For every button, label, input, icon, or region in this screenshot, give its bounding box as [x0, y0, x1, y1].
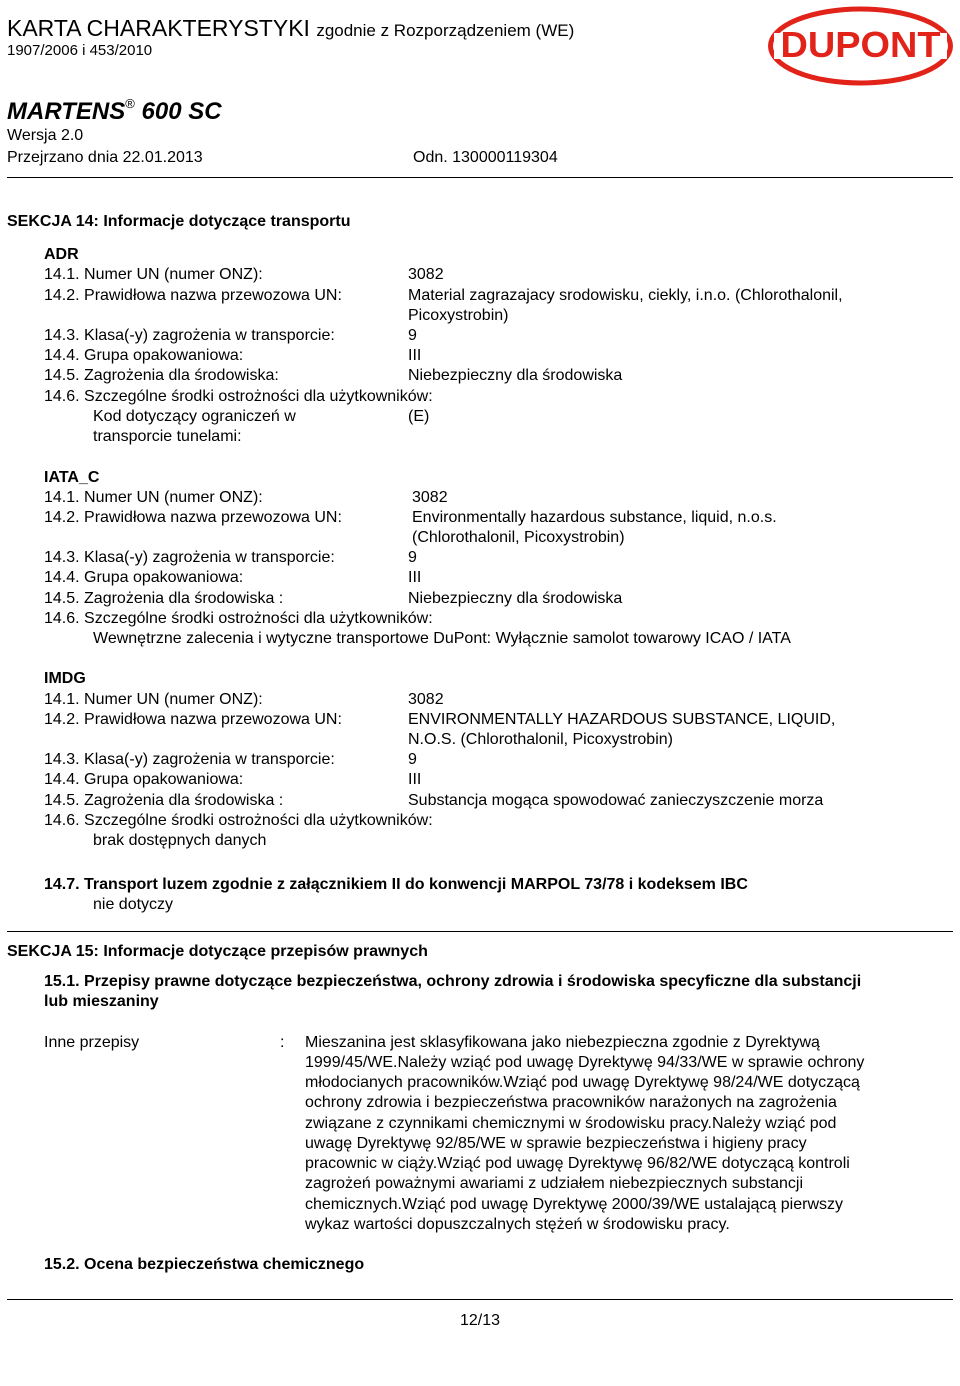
- adr-un-number-label: 14.1. Numer UN (numer ONZ):: [44, 266, 263, 283]
- document-title-sub: zgodnie z Rozporządzeniem (WE): [316, 21, 575, 40]
- adr-packing-group-label: 14.4. Grupa opakowaniowa:: [44, 347, 244, 364]
- section-15-1-heading-line-2: lub mieszaniny: [44, 993, 159, 1010]
- imdg-hazard-class-label: 14.3. Klasa(-y) zagrożenia w transporcie:: [44, 751, 335, 768]
- imdg-packing-group-label: 14.4. Grupa opakowaniowa:: [44, 771, 244, 788]
- other-regulations-line: związane z czynnikami chemicznymi w środowisku pracy.Należy wziąć pod: [305, 1115, 837, 1132]
- footer-divider: [7, 1299, 953, 1300]
- iata-shipping-name-line-1: Environmentally hazardous substance, liquid, n.o.s.: [412, 509, 777, 526]
- imdg-shipping-name-label: 14.2. Prawidłowa nazwa przewozowa UN:: [44, 711, 342, 728]
- product-name: [7, 89, 222, 127]
- registered-mark: ®: [125, 96, 135, 111]
- bulk-transport-heading: 14.7. Transport luzem zgodnie z załącznikiem II do konwencji MARPOL 73/78 i kodeksem IBC: [44, 876, 748, 893]
- other-regulations-line: młodocianych pracowników.Wziąć pod uwagę Dyrektywę 98/24/WE dotyczącą: [305, 1074, 860, 1091]
- iata-shipping-name-line-2: (Chlorothalonil, Picoxystrobin): [412, 529, 625, 546]
- section-divider: [7, 931, 953, 932]
- other-regulations-line: wykaz wartości dopuszczalnych stężeń w środowisku pracy.: [305, 1216, 730, 1233]
- other-regulations-label: Inne przepisy: [44, 1034, 140, 1051]
- section-15-1-heading-line-1: 15.1. Przepisy prawne dotyczące bezpieczeństwa, ochrony zdrowia i środowiska specyficzne dla substancji: [44, 973, 862, 990]
- adr-environmental-hazard: Niebezpieczny dla środowiska: [408, 367, 623, 384]
- iata-un-number: 3082: [412, 489, 448, 506]
- product-name-suffix: 600 SC: [141, 98, 222, 125]
- header-divider: [7, 177, 953, 178]
- bulk-transport-value: nie dotyczy: [93, 896, 174, 913]
- section-14-title: SEKCJA 14: Informacje dotyczące transportu: [7, 213, 351, 230]
- other-regulations-colon: :: [280, 1034, 285, 1051]
- imdg-packing-group: III: [408, 771, 422, 788]
- iata-environmental-hazard-label: 14.5. Zagrożenia dla środowiska :: [44, 590, 284, 607]
- adr-packing-group: III: [408, 347, 422, 364]
- document-reference-number: Odn. 130000119304: [413, 149, 558, 166]
- document-title: [7, 14, 574, 45]
- logo-text: DUPONT: [780, 24, 941, 65]
- adr-hazard-class: 9: [408, 327, 417, 344]
- document-title-main: KARTA CHARAKTERYSTYKI: [7, 15, 310, 41]
- imdg-heading: IMDG: [44, 670, 86, 687]
- iata-heading: IATA_C: [44, 469, 100, 486]
- section-15-2-heading: 15.2. Ocena bezpieczeństwa chemicznego: [44, 1256, 365, 1273]
- adr-special-precautions-label: 14.6. Szczególne środki ostrożności dla użytkowników:: [44, 388, 433, 405]
- imdg-shipping-name-line-2: N.O.S. (Chlorothalonil, Picoxystrobin): [408, 731, 673, 748]
- iata-environmental-hazard: Niebezpieczny dla środowiska: [408, 590, 623, 607]
- adr-tunnel-code: (E): [408, 408, 430, 425]
- document-version: Wersja 2.0: [7, 127, 84, 144]
- iata-hazard-class: 9: [408, 549, 417, 566]
- adr-heading: ADR: [44, 246, 79, 263]
- other-regulations-line: pracownic w ciąży.Wziąć pod uwagę Dyrektywę 96/82/WE dotyczącą kontroli: [305, 1155, 850, 1172]
- other-regulations-line: chemicznych.Wziąć pod uwagę Dyrektywę 2000/39/WE ustalającą pierwszy: [305, 1196, 844, 1213]
- regulation-reference: 1907/2006 i 453/2010: [7, 42, 153, 59]
- adr-tunnel-code-label-line-1: Kod dotyczący ograniczeń w: [93, 408, 296, 425]
- imdg-hazard-class: 9: [408, 751, 417, 768]
- adr-shipping-name-label: 14.2. Prawidłowa nazwa przewozowa UN:: [44, 287, 342, 304]
- adr-tunnel-code-label-line-2: transporcie tunelami:: [93, 428, 242, 445]
- imdg-special-precautions-label: 14.6. Szczególne środki ostrożności dla użytkowników:: [44, 812, 433, 829]
- imdg-environmental-hazard: Substancja mogąca spowodować zanieczyszczenie morza: [408, 792, 824, 809]
- other-regulations-line: zagrożeń poważnymi awariami z udziałem niebezpiecznych substancji: [305, 1175, 804, 1192]
- revision-date: Przejrzano dnia 22.01.2013: [7, 149, 203, 166]
- imdg-un-number-label: 14.1. Numer UN (numer ONZ):: [44, 691, 263, 708]
- adr-hazard-class-label: 14.3. Klasa(-y) zagrożenia w transporcie:: [44, 327, 335, 344]
- section-15-title: SEKCJA 15: Informacje dotyczące przepisów prawnych: [7, 943, 428, 960]
- iata-hazard-class-label: 14.3. Klasa(-y) zagrożenia w transporcie:: [44, 549, 335, 566]
- adr-un-number: 3082: [408, 266, 444, 283]
- imdg-shipping-name-line-1: ENVIRONMENTALLY HAZARDOUS SUBSTANCE, LIQUID,: [408, 711, 836, 728]
- adr-environmental-hazard-label: 14.5. Zagrożenia dla środowiska:: [44, 367, 279, 384]
- other-regulations-line: uwagę Dyrektywę 92/85/WE w sprawie bezpieczeństwa i higieny pracy: [305, 1135, 807, 1152]
- iata-internal-recommendation: Wewnętrzne zalecenia i wytyczne transportowe DuPont: Wyłącznie samolot towarowy ICAO / IATA: [93, 630, 791, 647]
- iata-un-number-label: 14.1. Numer UN (numer ONZ):: [44, 489, 263, 506]
- iata-special-precautions-label: 14.6. Szczególne środki ostrożności dla użytkowników:: [44, 610, 433, 627]
- dupont-logo: [768, 6, 953, 86]
- adr-shipping-name-line-1: Material zagrazajacy srodowisku, ciekly, i.n.o. (Chlorothalonil,: [408, 287, 843, 304]
- iata-shipping-name-label: 14.2. Prawidłowa nazwa przewozowa UN:: [44, 509, 342, 526]
- product-name-text: MARTENS: [7, 98, 126, 125]
- imdg-un-number: 3082: [408, 691, 444, 708]
- iata-packing-group: III: [408, 569, 422, 586]
- other-regulations-line: Mieszanina jest sklasyfikowana jako niebezpieczna zgodnie z Dyrektywą: [305, 1034, 820, 1051]
- other-regulations-line: ochrony zdrowia i bezpieczeństwa pracowników narażonych na zagrożenia: [305, 1094, 837, 1111]
- adr-shipping-name-line-2: Picoxystrobin): [408, 307, 509, 324]
- imdg-special-precautions: brak dostępnych danych: [93, 832, 267, 849]
- other-regulations-line: 1999/45/WE.Należy wziąć pod uwagę Dyrektywę 94/33/WE w sprawie ochrony: [305, 1054, 865, 1071]
- imdg-environmental-hazard-label: 14.5. Zagrożenia dla środowiska :: [44, 792, 284, 809]
- iata-packing-group-label: 14.4. Grupa opakowaniowa:: [44, 569, 244, 586]
- page-number: 12/13: [459, 1312, 501, 1329]
